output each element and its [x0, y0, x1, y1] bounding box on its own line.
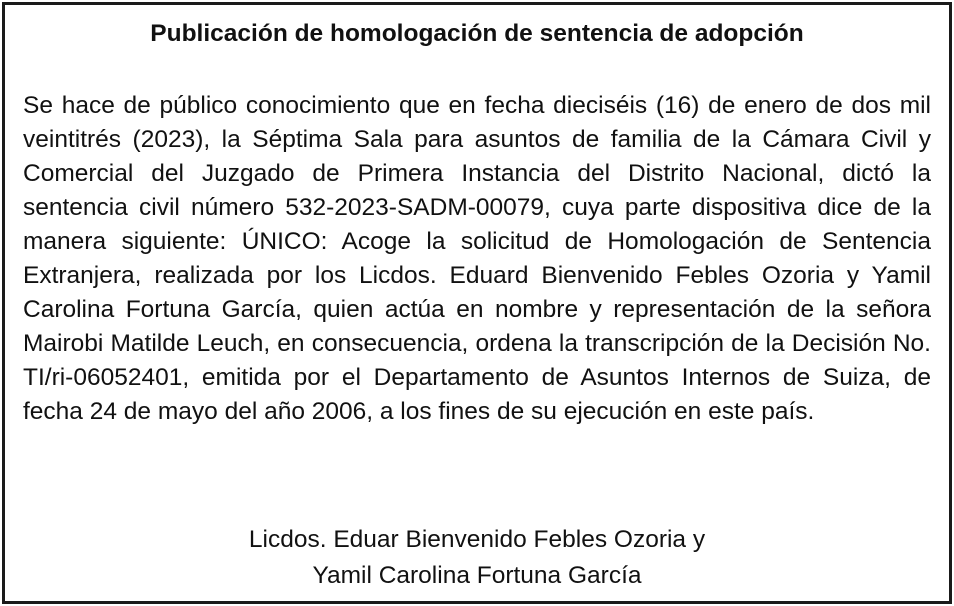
- notice-body: Se hace de público conocimiento que en fecha dieciséis (16) de enero de dos mil veintitrés (2023), la Séptima Sala para asuntos de familia de la Cámara Civil y Comercial del Juzgado de Primera Instancia del Distrito Nacional, dictó la sentencia civil número 532-2023-SADM-00079, cuya parte dispositiva dice de la manera siguiente: ÚNICO: Acoge la solicitud de Homologación de Sentencia Extranjera, realizada por los Licdos. Eduard Bienvenido Febles Ozoria y Yamil Carolina Fortuna García, quien actúa en nombre y representación de la señora Mairobi Matilde Leuch, en consecuencia, ordena la transcripción de la Decisión No. TI/ri-06052401, emitida por el Departamento de Asuntos Internos de Suiza, de fecha 24 de mayo del año 2006, a los fines de su ejecución en este país.: [23, 92, 931, 425]
- notice-frame: [2, 2, 952, 604]
- signature-line-1: Licdos. Eduar Bienvenido Febles Ozoria y: [248, 526, 706, 553]
- notice-title: Publicación de homologación de sentencia de adopción: [150, 20, 804, 47]
- signature-line-2: Yamil Carolina Fortuna García: [312, 562, 642, 589]
